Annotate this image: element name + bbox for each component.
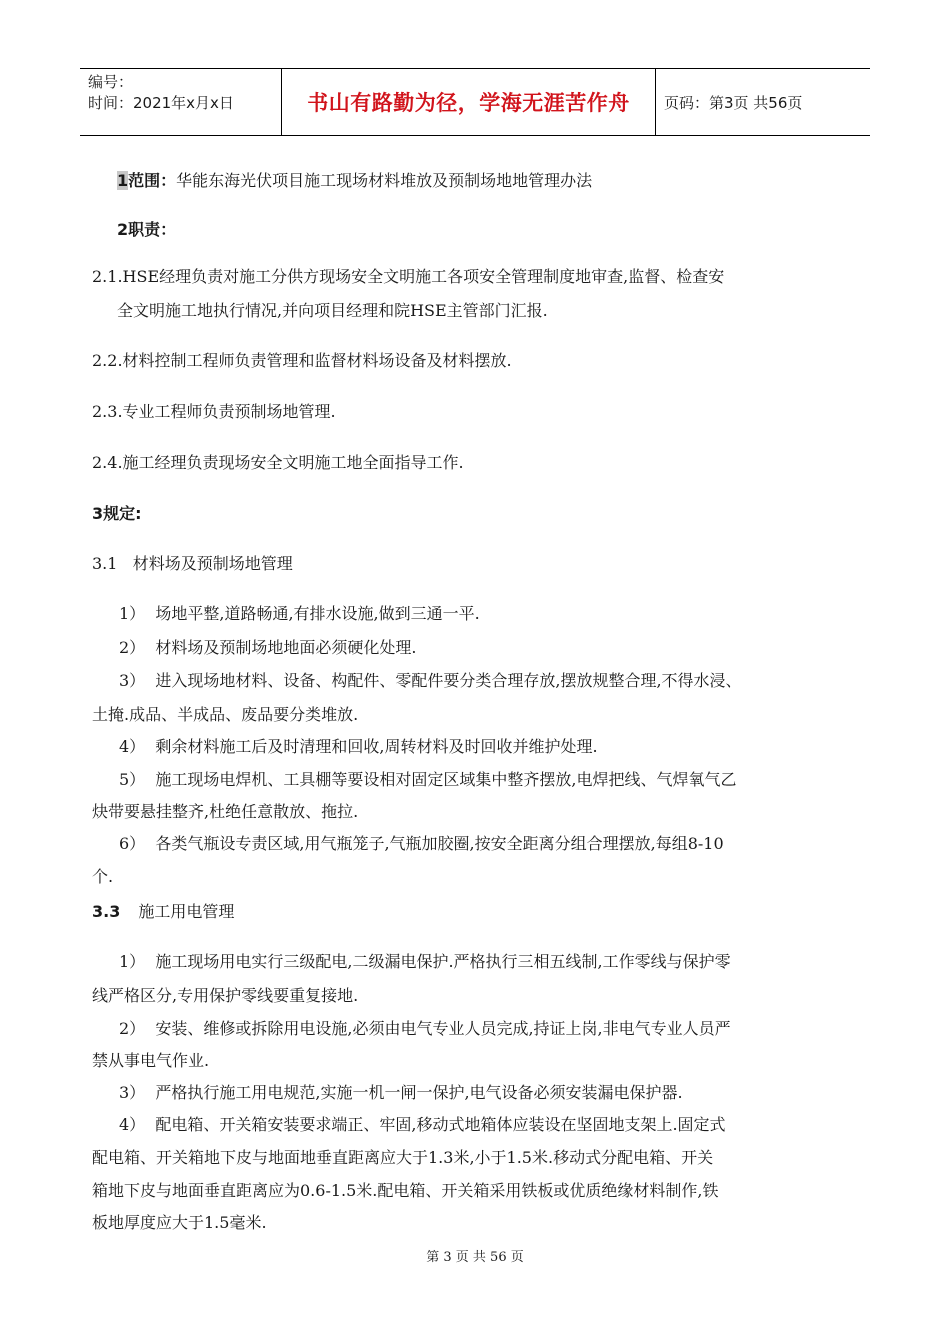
subsection-3-3-number: 3.3 (92, 902, 121, 921)
header-page-info: 页码：第3页 共56页 (664, 93, 803, 112)
rule-line: 箱地下皮与地面垂直距离应为0.6-1.5米.配电箱、开关箱采用铁板或优质绝缘材料制作,铁 (92, 1181, 719, 1200)
duty-line: 全文明施工地执行情况,并向项目经理和院HSE主管部门汇报. (117, 301, 548, 320)
subsection-3-3-title (92, 901, 234, 923)
duty-line: 2.4.施工经理负责现场安全文明施工地全面指导工作. (92, 453, 464, 472)
rule-line: 土掩.成品、半成品、废品要分类堆放. (92, 705, 359, 724)
rule-line: 5） 施工现场电焊机、工具棚等要设相对固定区域集中整齐摆放,电焊把线、气焊氧气乙 (119, 770, 737, 789)
section1-line (117, 170, 592, 192)
rule-line: 1） 施工现场用电实行三级配电,二级漏电保护.严格执行三相五线制,工作零线与保护零 (119, 952, 731, 971)
header-meta (80, 69, 282, 135)
date-label: 时间：2021年x月x日 (88, 94, 234, 112)
subsection-3-1-title: 3.1 材料场及预制场地管理 (92, 554, 293, 573)
rule-line: 个. (92, 867, 114, 886)
rule-line: 4） 剩余材料施工后及时清理和回收,周转材料及时回收并维护处理. (119, 737, 598, 756)
rule-line: 2） 材料场及预制场地地面必须硬化处理. (119, 638, 417, 657)
section1-text: 华能东海光伏项目施工现场材料堆放及预制场地地管理办法 (176, 171, 593, 190)
rule-line: 配电箱、开关箱地下皮与地面地垂直距离应大于1.3米,小于1.5米.移动式分配电箱、开关 (92, 1148, 714, 1167)
duty-line: 2.1.HSE经理负责对施工分供方现场安全文明施工各项安全管理制度地审查,监督、检查安 (92, 267, 725, 286)
duty-line: 2.3.专业工程师负责预制场地管理. (92, 402, 336, 421)
section1-title: 范围： (128, 171, 177, 190)
number-label: 编号： (88, 73, 134, 91)
rule-line: 3） 严格执行施工用电规范,实施一机一闸一保护,电气设备必须安装漏电保护器. (119, 1083, 683, 1102)
header-motto: 书山有路勤为径，学海无涯苦作舟 (282, 69, 656, 135)
section1-number: 1 (117, 171, 129, 190)
document-header (80, 68, 870, 136)
rule-line: 板地厚度应大于1.5毫米. (92, 1213, 267, 1232)
rule-line: 炔带要悬挂整齐,杜绝任意散放、拖拉. (92, 802, 359, 821)
rule-line: 3） 进入现场地材料、设备、构配件、零配件要分类合理存放,摆放规整合理,不得水浸、 (119, 671, 742, 690)
rule-line: 线严格区分,专用保护零线要重复接地. (92, 986, 359, 1005)
rule-line: 6） 各类气瓶设专责区域,用气瓶笼子,气瓶加胶圈,按安全距离分组合理摆放,每组8-10 (119, 834, 724, 853)
page-footer: 第 3 页 共 56 页 (426, 1250, 524, 1265)
duty-line: 2.2.材料控制工程师负责管理和监督材料场设备及材料摆放. (92, 351, 512, 370)
rule-line: 4） 配电箱、开关箱安装要求端正、牢固,移动式地箱体应装设在坚固地支架上.固定式 (119, 1115, 726, 1134)
section2-title: 2职责： (117, 220, 177, 239)
rule-line: 2） 安装、维修或拆除用电设施,必须由电气专业人员完成,持证上岗,非电气专业人员严 (119, 1019, 731, 1038)
subsection-3-3-text: 施工用电管理 (138, 902, 235, 921)
rule-line: 禁从事电气作业. (92, 1051, 210, 1070)
rule-line: 1） 场地平整,道路畅通,有排水设施,做到三通一平. (119, 604, 480, 623)
section3-title: 3规定: (92, 504, 142, 523)
